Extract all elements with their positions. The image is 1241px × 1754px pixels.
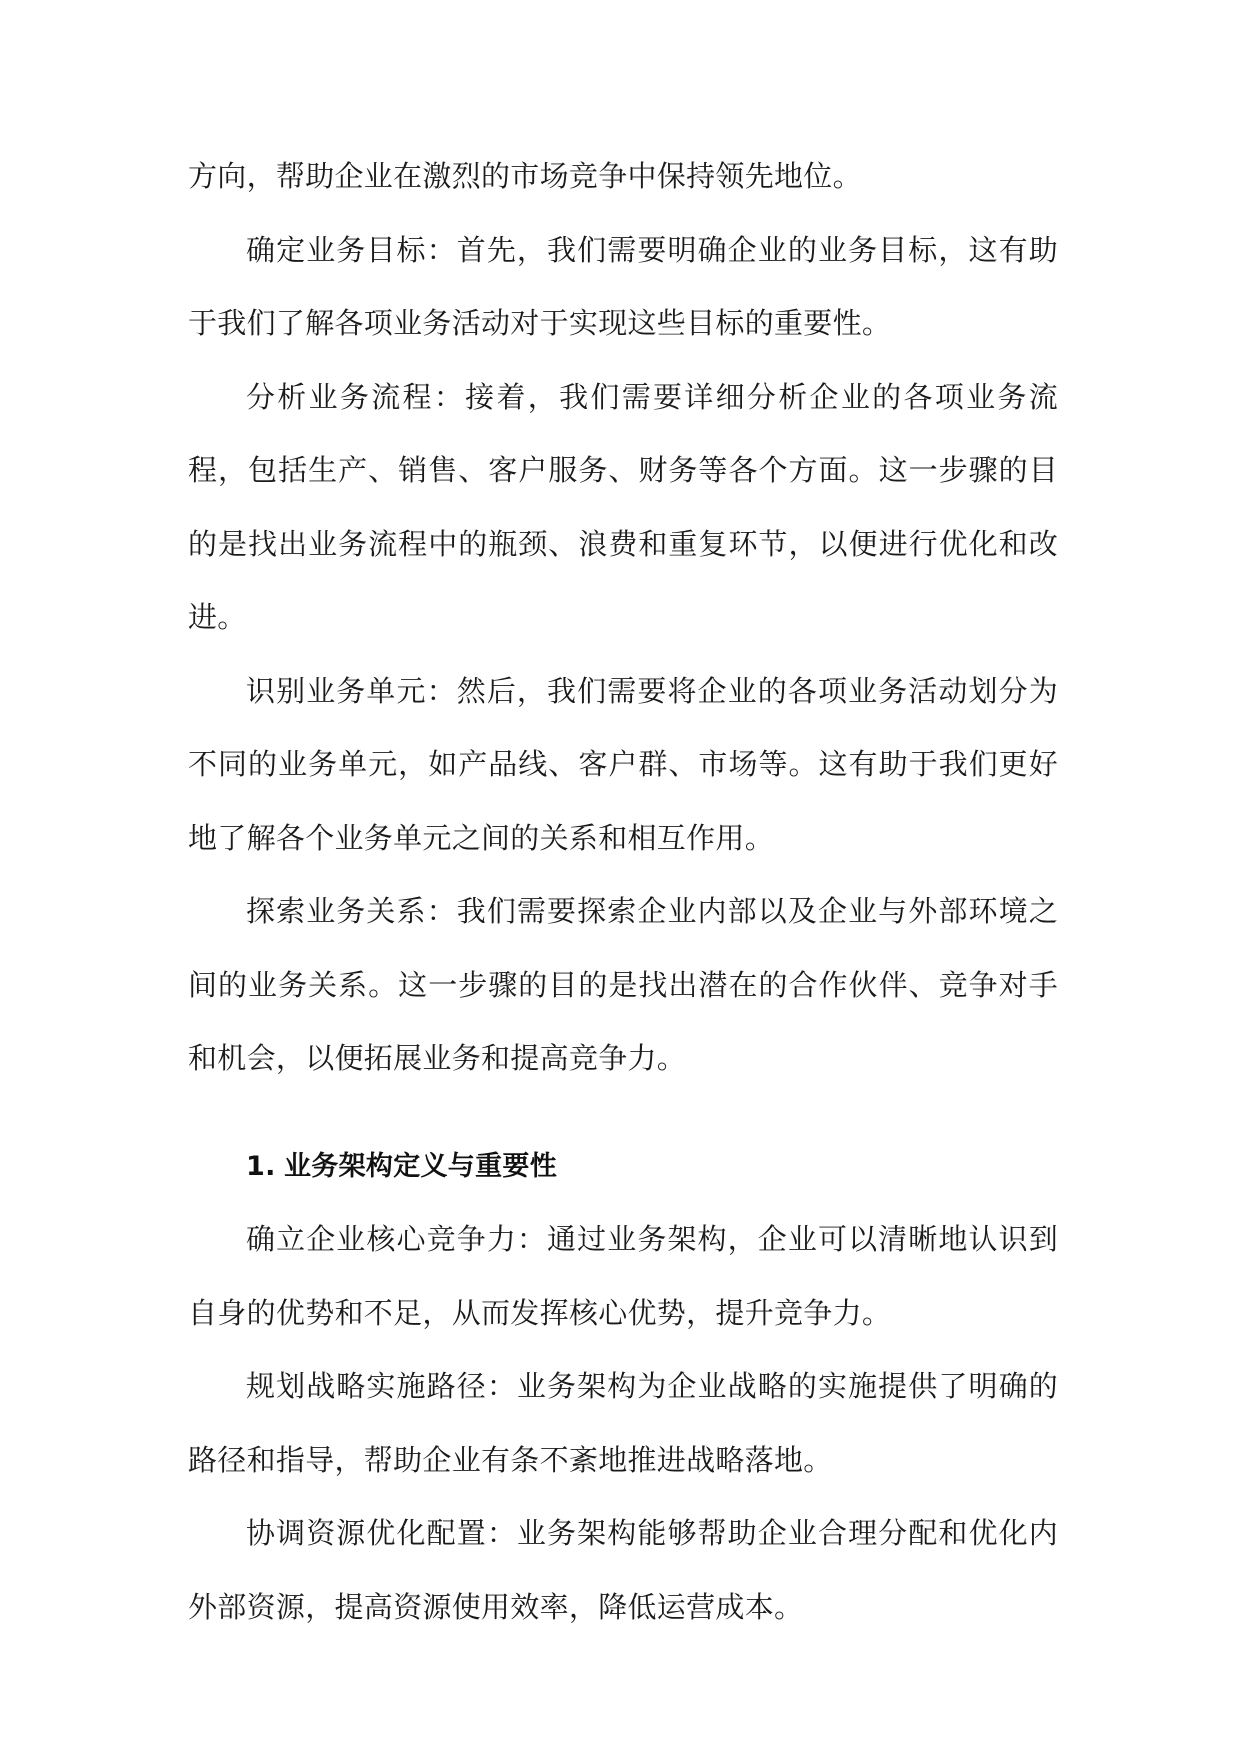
paragraph-strategy-path: 规划战略实施路径：业务架构为企业战略的实施提供了明确的路径和指导，帮助企业有条不紊地推进战略落地。 [188, 1369, 1058, 1477]
section-title: 业务架构定义与重要性 [284, 1150, 557, 1182]
paragraph-business-process: 分析业务流程：接着，我们需要详细分析企业的各项业务流程，包括生产、销售、客户服务、财务等各个方面。这一步骤的目的是找出业务流程中的瓶颈、浪费和重复环节，以便进行优化和改进。 [188, 379, 1058, 634]
paragraph-business-relations: 探索业务关系：我们需要探索企业内部以及企业与外部环境之间的业务关系。这一步骤的目的是找出潜在的合作伙伴、竞争对手和机会，以便拓展业务和提高竞争力。 [188, 894, 1058, 1075]
paragraph-resource-allocation: 协调资源优化配置：业务架构能够帮助企业合理分配和优化内外部资源，提高资源使用效率，降低运营成本。 [188, 1516, 1058, 1624]
paragraph-business-units: 识别业务单元：然后，我们需要将企业的各项业务活动划分为不同的业务单元，如产品线、客户群、市场等。这有助于我们更好地了解各个业务单元之间的关系和相互作用。 [188, 673, 1058, 855]
body-text [188, 140, 1058, 1644]
paragraph-continuation: 方向，帮助企业在激烈的市场竞争中保持领先地位。 [188, 159, 862, 193]
paragraph-core-competence: 确立企业核心竞争力：通过业务架构，企业可以清晰地认识到自身的优势和不足，从而发挥核心优势，提升竞争力。 [188, 1222, 1058, 1330]
paragraph-business-goals: 确定业务目标：首先，我们需要明确企业的业务目标，这有助于我们了解各项业务活动对于实现这些目标的重要性。 [188, 232, 1058, 340]
section-number: 1. [246, 1150, 276, 1182]
section-heading [188, 1130, 1058, 1204]
